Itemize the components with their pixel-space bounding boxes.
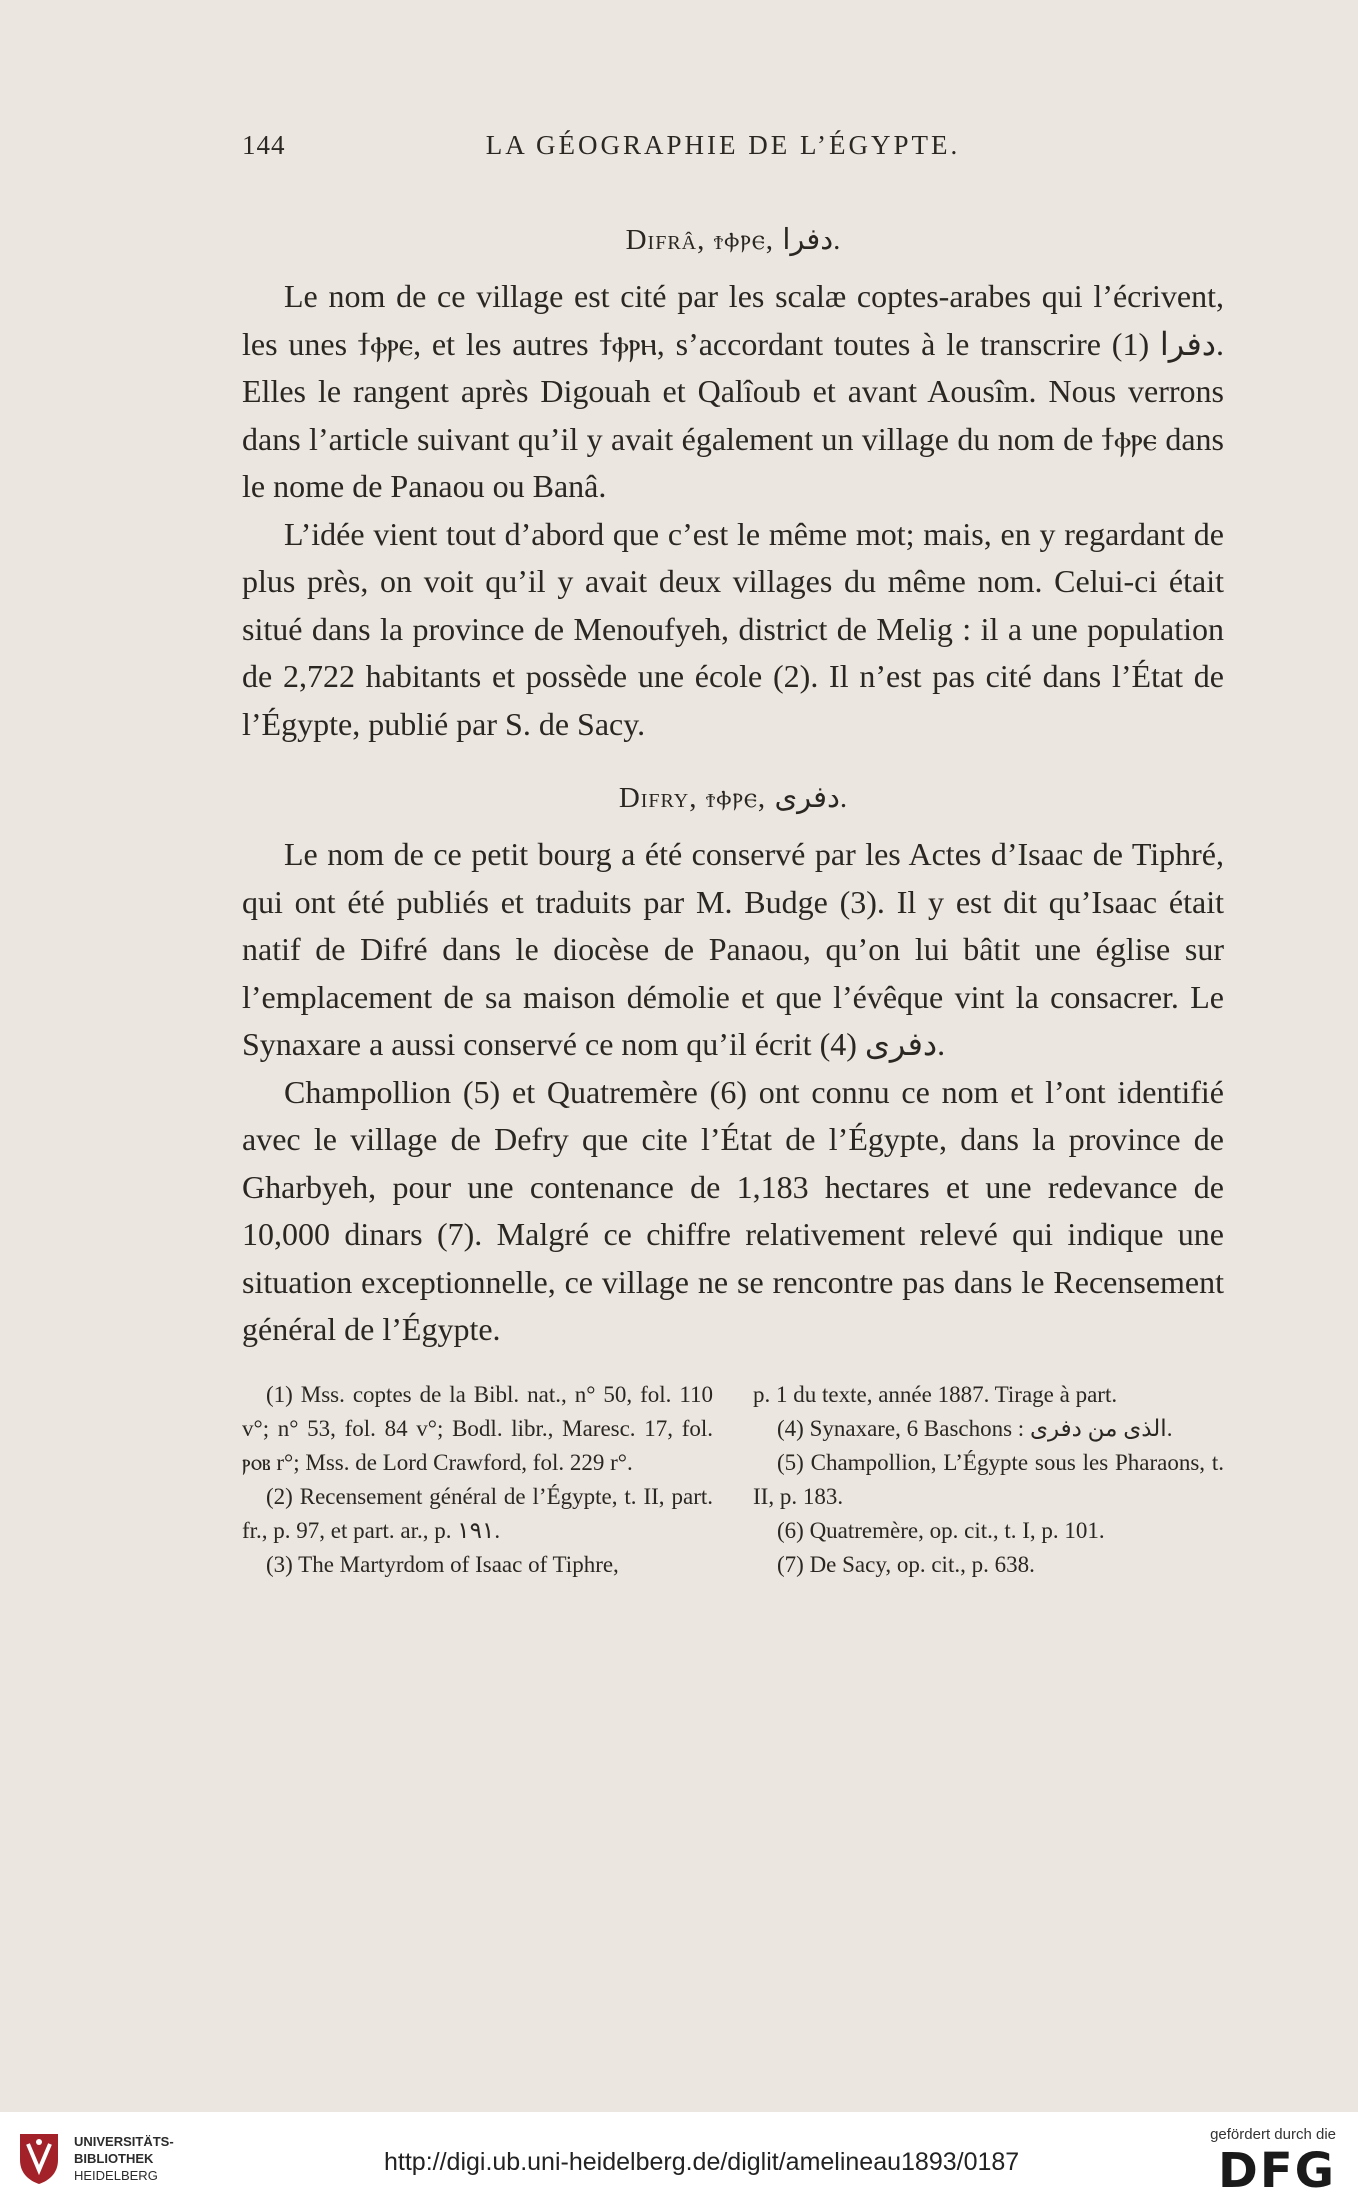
footnote-1: (1) Mss. coptes de la Bibl. nat., n° 50, fol. 110 v°; n° 53, fol. 84 v°; Bodl. libr., Maresc. 17, fol. ⲣⲟⲃ r°; Mss. de Lord Crawford, fol. 229 r°. [242,1381,713,1475]
funder-note: gefördert durch die [1210,2126,1336,2143]
footnote-3-continued: p. 1 du texte, année 1887. Tirage à part. [753,1381,1118,1407]
section-title-difry: Difry, ϯⲫⲣⲉ, دفرى. [618,782,848,814]
paragraph-3: Le nom de ce petit bourg a été conservé par les Actes d’Isaac de Tiphré, qui ont été publiés et traduits par M. Budge (3). Il y est dit qu’Isaac était natif de Difré dans le diocèse de Panaou, qu’on lui bâtit une église sur l’emplacement de sa maison démolie et que l’évêque vint la consacrer. Le Synaxare a aussi conservé ce nom qu’il écrit دفرى (4). [242,836,1224,1062]
page-content [242,130,1224,1582]
dfg-funder-logo[interactable] [1210,2126,1336,2199]
footnotes-left-column [242,1378,713,1582]
section-title-difra: Difrâ, ϯⲫⲣⲉ, دفرا. [625,224,841,256]
university-logo[interactable] [14,2130,174,2186]
university-name-line-2: BIBLIOTHEK [74,2150,154,2166]
footnote-3: (3) The Martyrdom of Isaac of Tiphre, [266,1551,619,1577]
running-title: LA GÉOGRAPHIE DE L’ÉGYPTE. [485,130,961,160]
paragraph-2: L’idée vient tout d’abord que c’est le même mot; mais, en y regardant de plus près, on voit qu’il y avait deux villages du même nom. Celui-ci était situé dans la province de Menoufyeh, district de Melig : il a une population de 2,722 habitants et possède une école (2). Il n’est pas cité dans l’État de l’Égypte, publié par S. de Sacy. [242,515,1224,742]
running-header [242,130,1224,190]
university-name-line-1: UNIVERSITÄTS- [74,2133,174,2149]
university-seal-icon [14,2130,64,2186]
footnote-5: (5) Champollion, L’Égypte sous les Pharaons, t. II, p. 183. [753,1449,1224,1509]
university-name-line-3: HEIDELBERG [74,2167,158,2183]
viewer-footer-bar [0,2112,1358,2212]
paragraph-4: Champollion (5) et Quatremère (6) ont connu ce nom et l’ont identifié avec le village de Defry que cite l’État de l’Égypte, dans la province de Gharbyeh, pour une contenance de 1,183 hectares et une redevance de 10,000 dinars (7). Malgré ce chiffre relativement relevé qui indique une situation exceptionnelle, ce village ne se rencontre pas dans le Recensement général de l’Égypte. [242,1073,1224,1347]
paragraph-1: Le nom de ce village est cité par les scalæ coptes-arabes qui l’écrivent, les unes ϯⲫⲣⲉ, et les autres ϯⲫⲣⲏ, s’accordant toutes à le transcrire دفرا (1). Elles le rangent après Digouah et Qalîoub et avant Aousîm. Nous verrons dans l’article suivant qu’il y avait également un village du nom de ϯⲫⲣⲉ dans le nome de Panaou ou Banâ. [242,278,1225,504]
footnote-4: (4) Synaxare, 6 Baschons : الذى من دفرى. [777,1415,1173,1441]
dfg-logo-text: DFG [1217,2143,1336,2199]
footnote-7: (7) De Sacy, op. cit., p. 638. [777,1551,1035,1577]
page-number: 144 [242,130,286,160]
university-name [74,2133,174,2184]
footnotes [242,1378,1224,1582]
footnotes-right-column [753,1378,1224,1582]
footnote-2: (2) Recensement général de l’Égypte, t. II, part. fr., p. 97, et part. ar., p. ١٩١. [242,1483,713,1543]
permalink-url[interactable]: http://digi.ub.uni-heidelberg.de/diglit/amelineau1893/0187 [384,2148,1020,2176]
footnote-6: (6) Quatremère, op. cit., t. I, p. 101. [777,1517,1105,1543]
